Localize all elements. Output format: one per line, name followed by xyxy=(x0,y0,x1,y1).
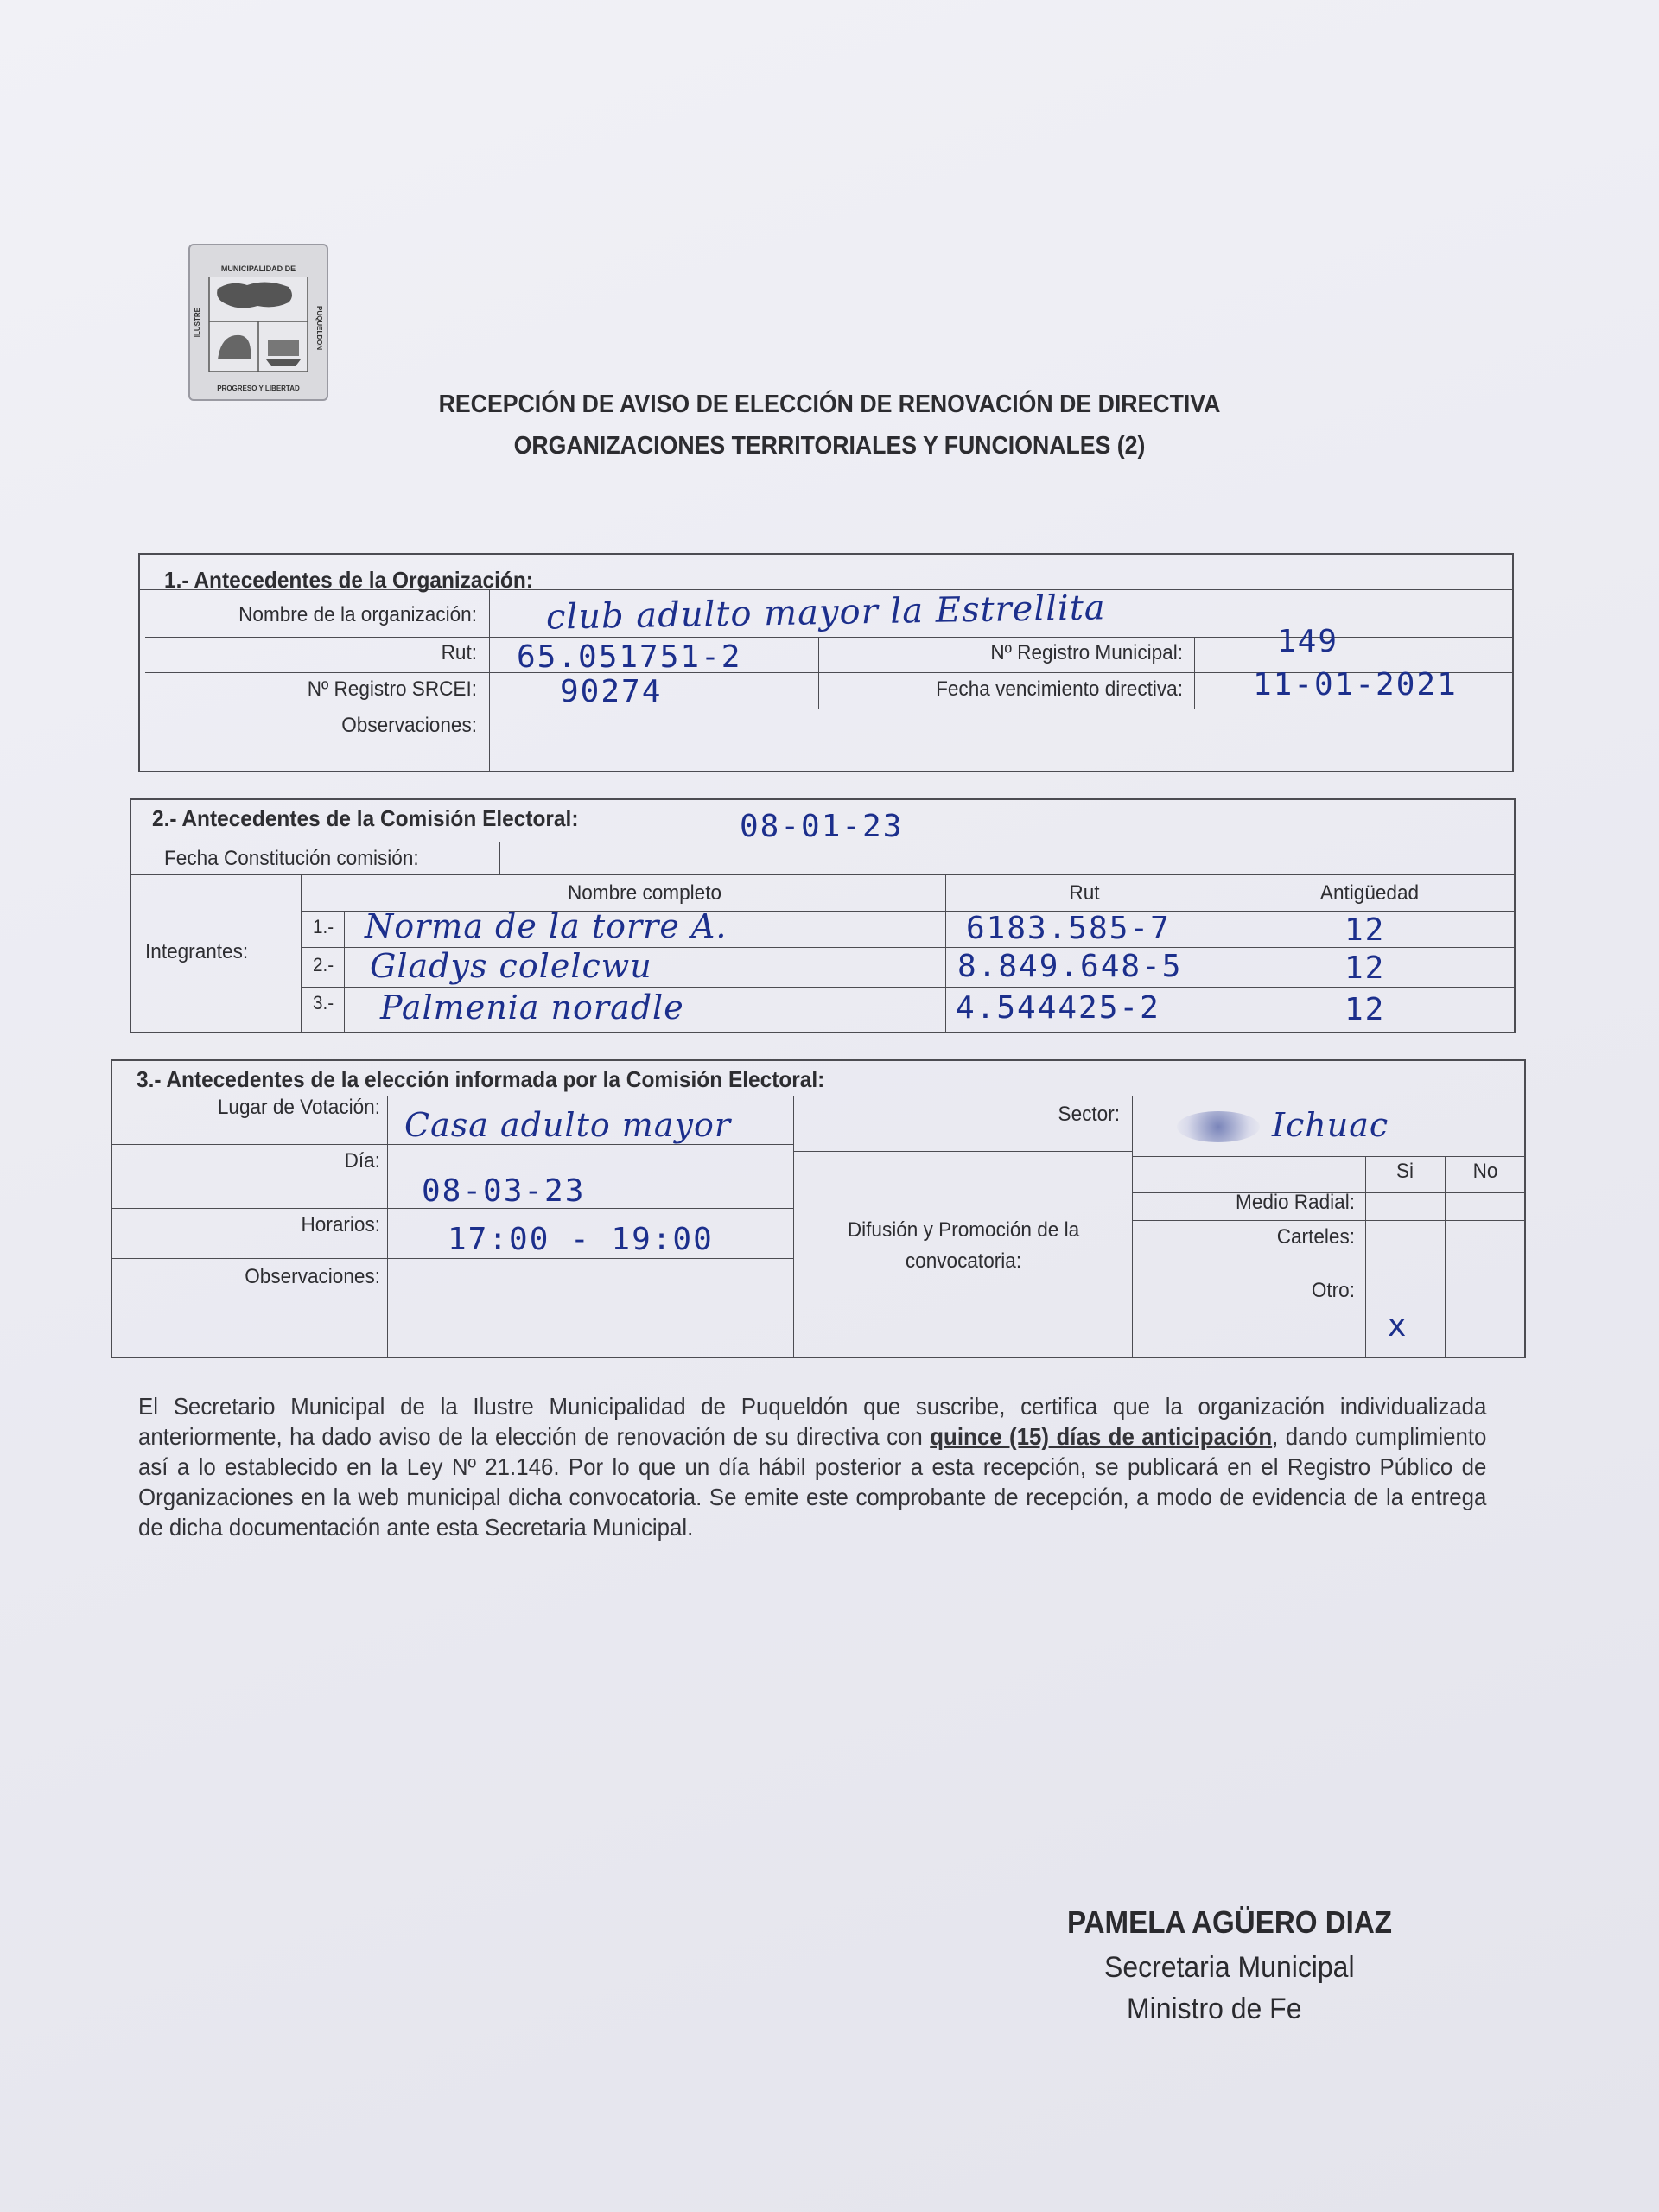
signatory-name: PAMELA AGÜERO DIAZ xyxy=(1067,1904,1392,1940)
section2-row-line xyxy=(130,874,1516,875)
paragraph-text-start: El Secretario Municipal de la Ilustre Municipalidad de Puqueldón que suscribe, certifica que la organización individualizada anteriormente, ha dado aviso de la elección de renovación de su directiva con xyxy=(138,1393,1487,1450)
section2-col-line xyxy=(499,842,500,874)
section2-col-line xyxy=(945,874,946,1033)
day-label: Día: xyxy=(344,1149,380,1173)
section2-heading: 2.- Antecedentes de la Comisión Electoral: xyxy=(152,805,579,831)
voting-place-value: Casa adulto mayor xyxy=(404,1106,731,1144)
section1-heading: 1.- Antecedentes de la Organización: xyxy=(164,567,533,593)
row-number: 1.- xyxy=(313,916,334,938)
seal-left-text: ILUSTRE xyxy=(194,308,201,338)
observations-label: Observaciones: xyxy=(341,714,477,737)
other-yes-checkmark: x xyxy=(1388,1308,1407,1344)
section2-col-line xyxy=(301,874,302,1033)
srcei-registry-label: Nº Registro SRCEI: xyxy=(307,677,477,701)
document-title: RECEPCIÓN DE AVISO DE ELECCIÓN DE RENOVACIÓN DE DIRECTIVA xyxy=(438,391,1221,418)
member-name: Gladys colelcwu xyxy=(370,947,652,985)
section2-row-line xyxy=(301,987,1516,988)
section3-col-line xyxy=(387,1096,388,1358)
org-name-value: club adulto mayor la Estrellita xyxy=(545,588,1107,638)
no-column-header: No xyxy=(1472,1160,1498,1183)
municipal-seal-logo xyxy=(188,244,328,401)
section3-row-line xyxy=(111,1144,793,1145)
municipal-registry-label: Nº Registro Municipal: xyxy=(990,641,1183,664)
municipal-registry-value: 149 xyxy=(1277,624,1339,659)
certification-paragraph xyxy=(138,1391,1486,1542)
rut-label: Rut: xyxy=(441,641,477,664)
member-rut: 4.544425-2 xyxy=(956,990,1160,1026)
member-rut: 6183.585-7 xyxy=(966,911,1171,946)
seal-right-text: PUQUELDON xyxy=(315,306,323,351)
section3-heading: 3.- Antecedentes de la elección informada por la Comisión Electoral: xyxy=(137,1066,825,1092)
seal-bottom-text: PROGRESO Y LIBERTAD xyxy=(217,385,300,392)
rut-value: 65.051751-2 xyxy=(517,639,742,675)
day-value: 08-03-23 xyxy=(422,1173,586,1209)
row-number: 3.- xyxy=(313,992,334,1014)
seal-top-text: MUNICIPALIDAD DE xyxy=(220,264,296,273)
section3-row-line xyxy=(793,1151,1132,1152)
section3-col-line xyxy=(1365,1156,1366,1358)
constitution-date-value: 08-01-23 xyxy=(740,809,904,844)
section3-row-line xyxy=(1132,1156,1526,1157)
srcei-registry-value: 90274 xyxy=(560,674,663,709)
sector-value: Ichuac xyxy=(1272,1106,1389,1144)
members-label: Integrantes: xyxy=(145,940,249,963)
constitution-date-label: Fecha Constitución comisión: xyxy=(164,847,419,870)
org-name-label: Nombre de la organización: xyxy=(238,603,477,626)
section1-col-line xyxy=(1194,637,1195,709)
section3-col-line xyxy=(1132,1096,1133,1358)
promotion-label: Difusión y Promoción de la convocatoria: xyxy=(847,1218,1080,1273)
other-label: Otro: xyxy=(1311,1279,1355,1302)
signatory-role: Secretaria Municipal xyxy=(1104,1951,1355,1984)
member-seniority: 12 xyxy=(1344,912,1386,948)
member-rut: 8.849.648-5 xyxy=(957,949,1183,984)
document-subtitle: ORGANIZACIONES TERRITORIALES Y FUNCIONALES (2) xyxy=(513,432,1146,460)
section1-col-line xyxy=(489,589,490,772)
seal-emblem-icon xyxy=(206,276,311,373)
member-name: Palmenia noradle xyxy=(380,988,684,1027)
section3-row-line xyxy=(111,1258,793,1259)
paragraph-emphasis: quince (15) días de anticipación xyxy=(930,1423,1273,1450)
ink-smudge xyxy=(1177,1111,1260,1142)
posters-label: Carteles: xyxy=(1276,1225,1355,1249)
paragraph-text-end: , dando cumplimiento así a lo establecido en la Ley Nº 21.146. Por lo que un día hábil posterior a esta recepción, se publicará en el Registro Público de Organizaciones en la web municipal dicha convocatoria. Se emite este comprobante de recepción, a modo de evidencia de la entrega de dicha documentación ante esta Secretaria Municipal. xyxy=(138,1423,1487,1541)
section2-col-line xyxy=(344,911,345,1033)
member-seniority: 12 xyxy=(1344,992,1386,1027)
yes-column-header: Si xyxy=(1395,1160,1414,1183)
row-number: 2.- xyxy=(313,954,334,976)
section1-col-line xyxy=(818,637,819,709)
schedule-label: Horarios: xyxy=(301,1213,380,1236)
schedule-value: 17:00 - 19:00 xyxy=(448,1222,714,1257)
section3-col-line xyxy=(793,1096,794,1358)
voting-place-label: Lugar de Votación: xyxy=(217,1096,380,1119)
election-observations-label: Observaciones: xyxy=(245,1265,380,1288)
column-seniority: Antigüedad xyxy=(1319,881,1420,905)
radio-media-label: Medio Radial: xyxy=(1236,1191,1355,1214)
section3-row-line xyxy=(1132,1220,1526,1221)
sector-label: Sector: xyxy=(1058,1103,1120,1126)
member-seniority: 12 xyxy=(1344,950,1386,986)
signatory-subrole: Ministro de Fe xyxy=(1127,1993,1302,2025)
column-full-name: Nombre completo xyxy=(567,881,722,905)
section3-col-line xyxy=(1445,1156,1446,1358)
board-expiry-label: Fecha vencimiento directiva: xyxy=(936,677,1183,701)
board-expiry-value: 11-01-2021 xyxy=(1253,667,1458,702)
member-name: Norma de la torre A. xyxy=(365,907,728,945)
column-rut: Rut xyxy=(1069,881,1100,905)
